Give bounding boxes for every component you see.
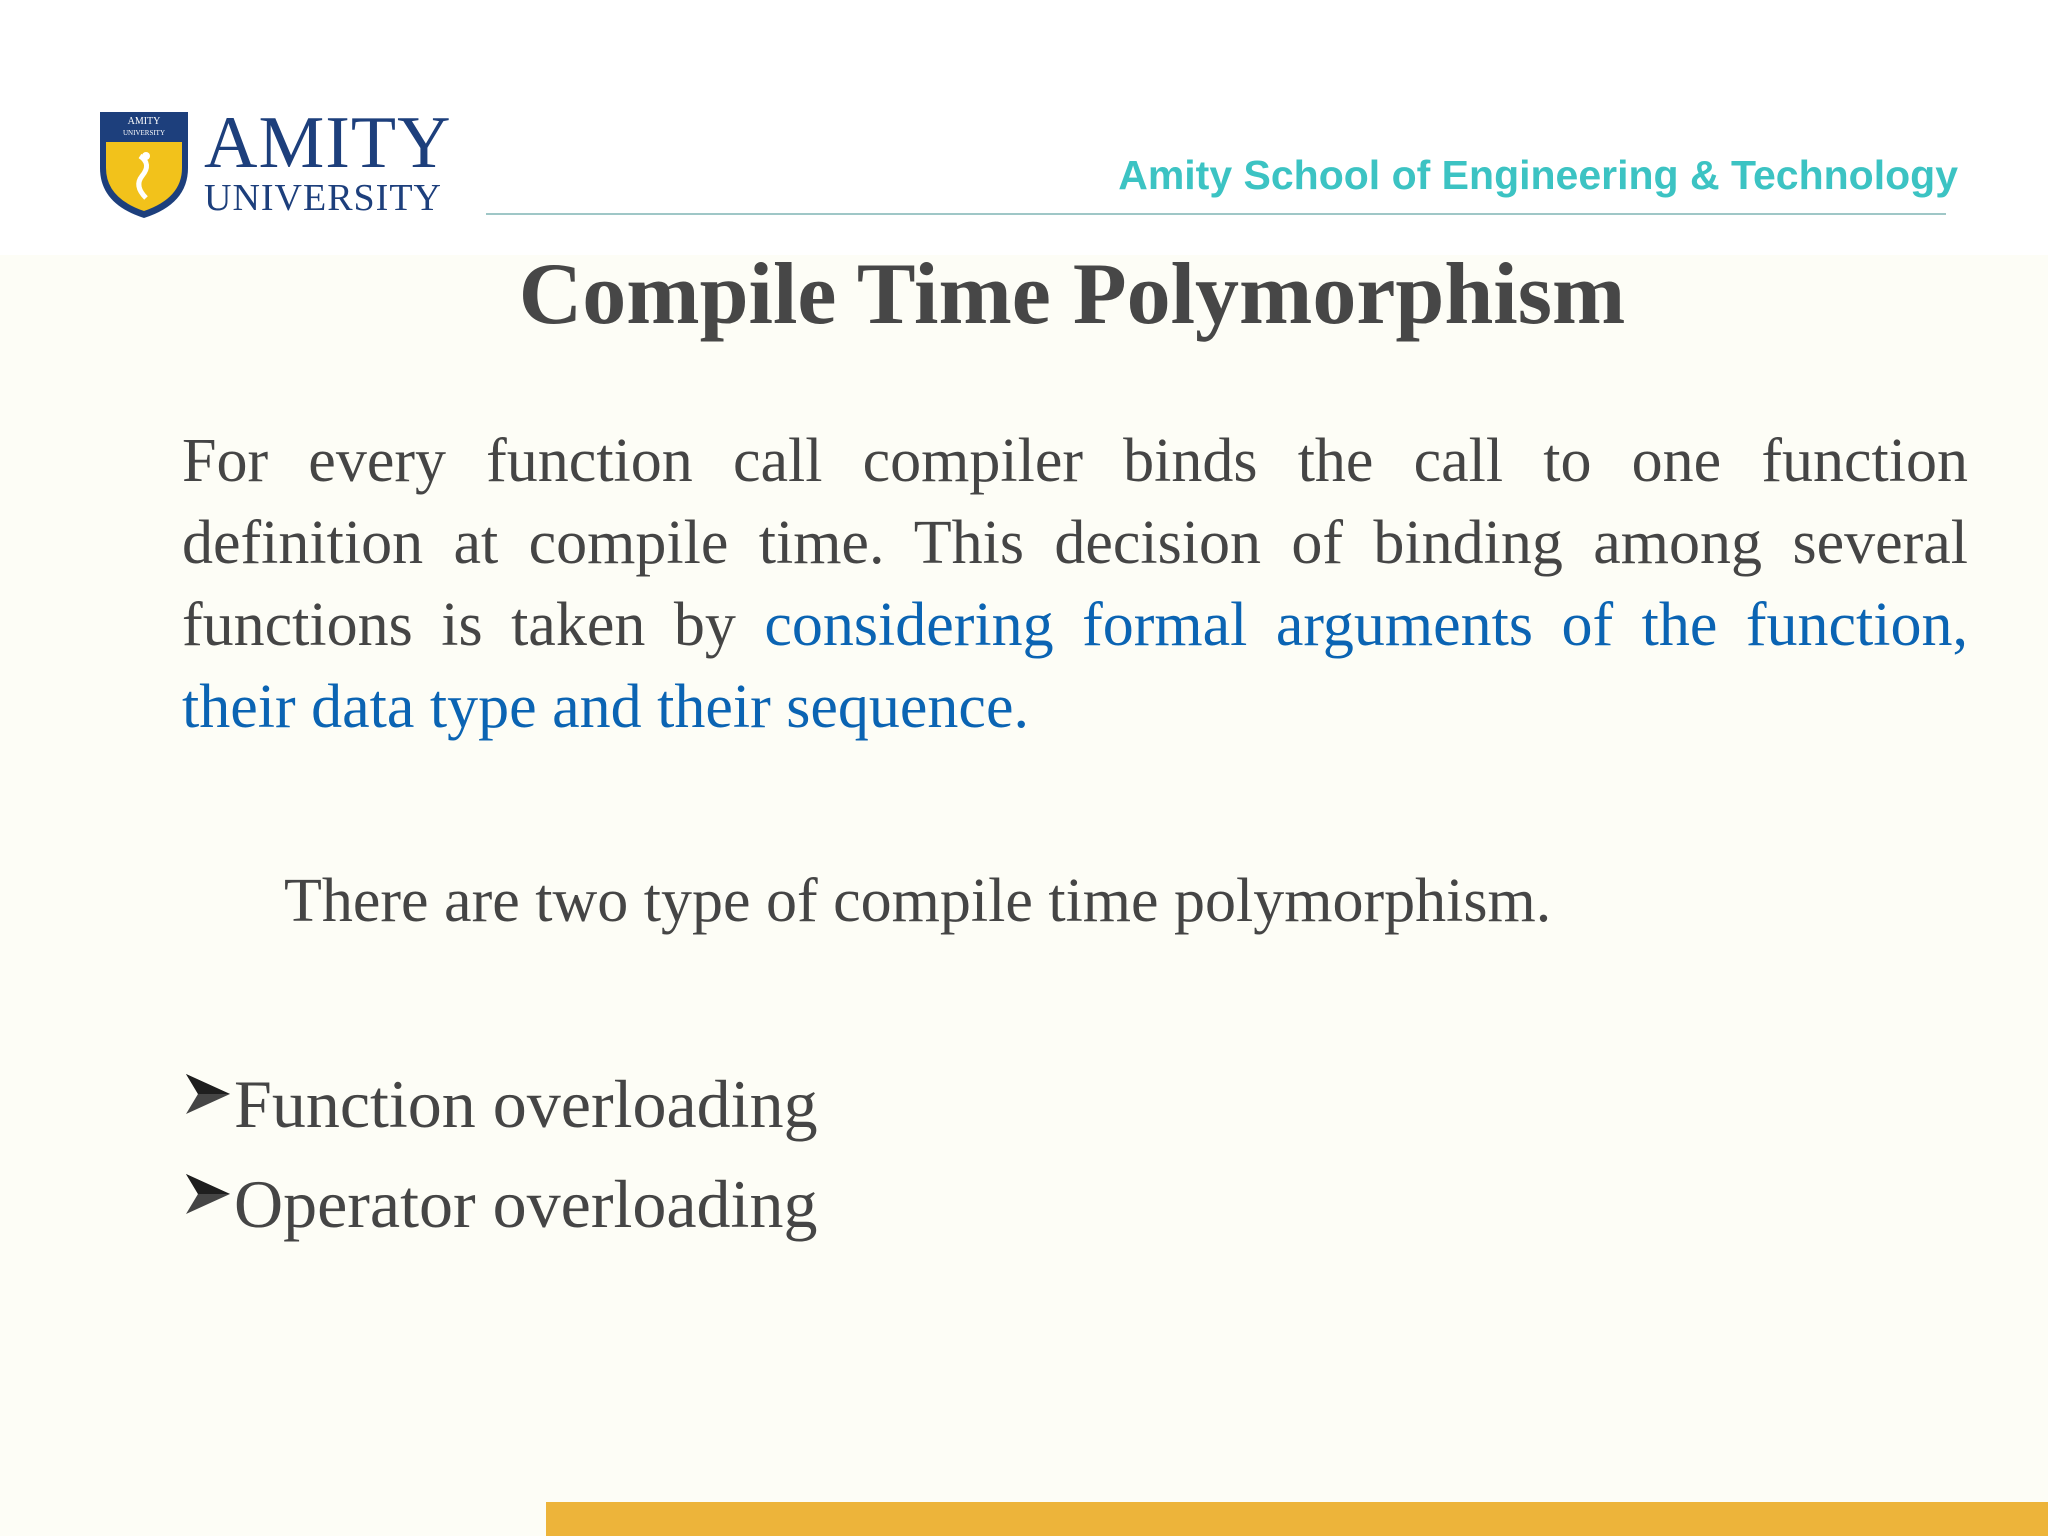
list-item (182, 1054, 818, 1154)
amity-university-logo (96, 102, 452, 222)
arrowhead-bullet-icon (182, 1068, 234, 1120)
school-name: Amity School of Engineering & Technology (1118, 152, 1958, 198)
logo-wordmark-university: UNIVERSITY (204, 177, 442, 219)
bullet-operator-overloading: Operator overloading (234, 1166, 818, 1242)
logo-wordmark-amity: AMITY (204, 102, 452, 184)
footer-accent-bar (546, 1502, 2048, 1536)
bullet-function-overloading: Function overloading (234, 1066, 818, 1142)
slide-title: Compile Time Polymorphism (518, 246, 1626, 343)
list-item (182, 1154, 818, 1254)
arrowhead-bullet-icon (182, 1168, 234, 1220)
header-divider (486, 213, 1946, 215)
shield-text-top: AMITY (127, 116, 161, 127)
definition-highlight: considering formal arguments of the function, their data type and their sequence. (182, 591, 1968, 741)
shield-text-bottom: UNIVERSITY (123, 129, 165, 137)
types-intro: There are two type of compile time polymorphism. (284, 867, 1552, 935)
definition-text: For every function call compiler binds the call to one function definition at compile time. This decision of binding among several functions is taken by (182, 427, 1968, 659)
types-list (182, 1054, 818, 1254)
definition-paragraph (182, 420, 1968, 748)
shield-logo-icon (96, 108, 192, 220)
